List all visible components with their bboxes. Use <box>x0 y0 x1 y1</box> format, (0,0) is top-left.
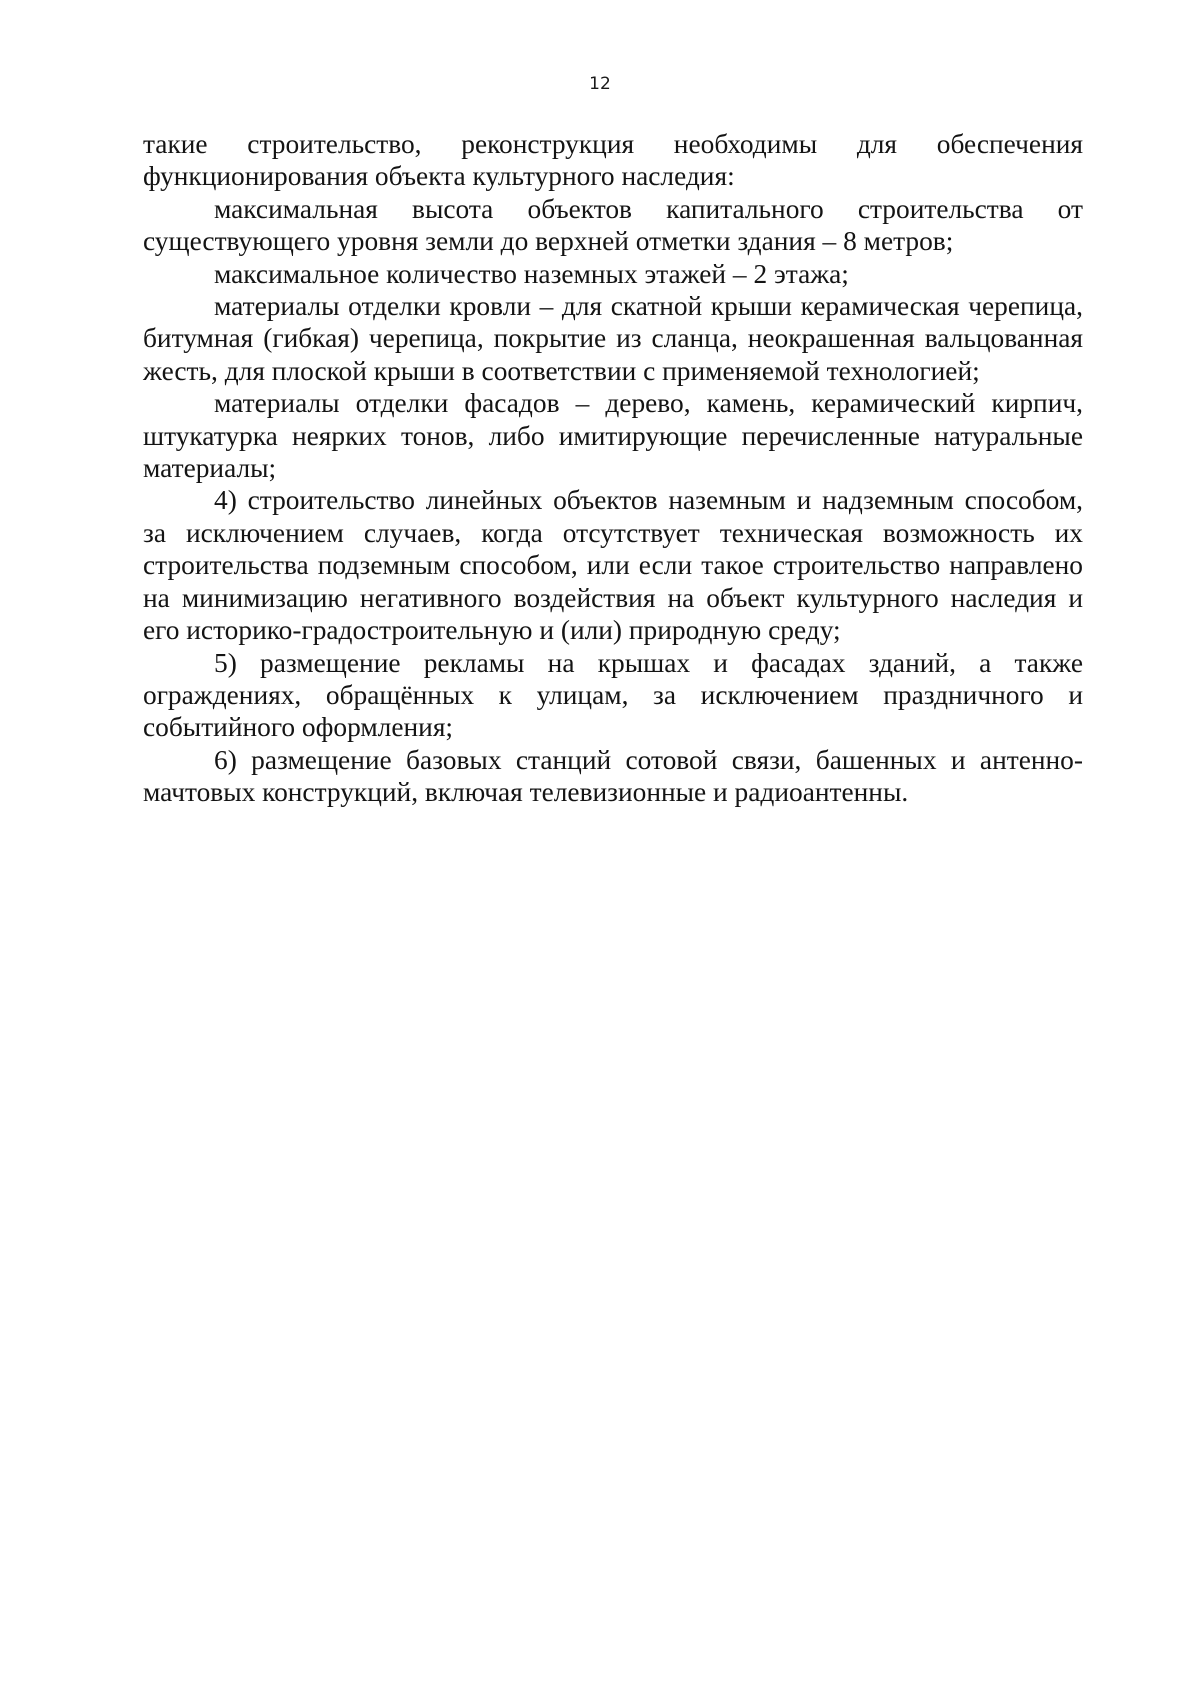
paragraph-max-floors: максимальное количество наземных этажей – 2 этажа; <box>214 258 849 289</box>
paragraph-item-4: 4) строительство линейных объектов наземным и надземным способом, за исключением случаев, когда отсутствует техническая возможность их строительства подземным способом, или если такое строительство направлено на минимизацию негативного воздействия на объект культурного наследия и его историко-градостроительную и (или) природную среду; <box>143 485 1083 646</box>
paragraph-max-height: максимальная высота объектов капитального строительства от существующего уровня земли до верхней отметки здания – 8 метров; <box>143 193 1083 257</box>
paragraph-item-6: 6) размещение базовых станций сотовой связи, башенных и антенно-мачтовых конструкций, включая телевизионные и радиоантенны. <box>143 744 1083 808</box>
paragraph-continuation: такие строительство, реконструкция необходимы для обеспечения функционирования объекта культурного наследия: <box>143 129 1083 192</box>
paragraph-facade-materials: материалы отделки фасадов – дерево, камень, керамический кирпич, штукатурка неярких тонов, либо имитирующие перечисленные натуральные материалы; <box>143 388 1083 484</box>
document-body <box>143 128 1083 809</box>
paragraph-item-5: 5) размещение рекламы на крышах и фасадах зданий, а также ограждениях, обращённых к улицам, за исключением праздничного и событийного оформления; <box>143 647 1083 743</box>
page-number: 12 <box>589 74 611 94</box>
paragraph-roof-materials: материалы отделки кровли – для скатной крыши керамическая черепица, битумная (гибкая) черепица, покрытие из сланца, неокрашенная вальцованная жесть, для плоской крыши в соответствии с применяемой технологией; <box>143 291 1083 386</box>
